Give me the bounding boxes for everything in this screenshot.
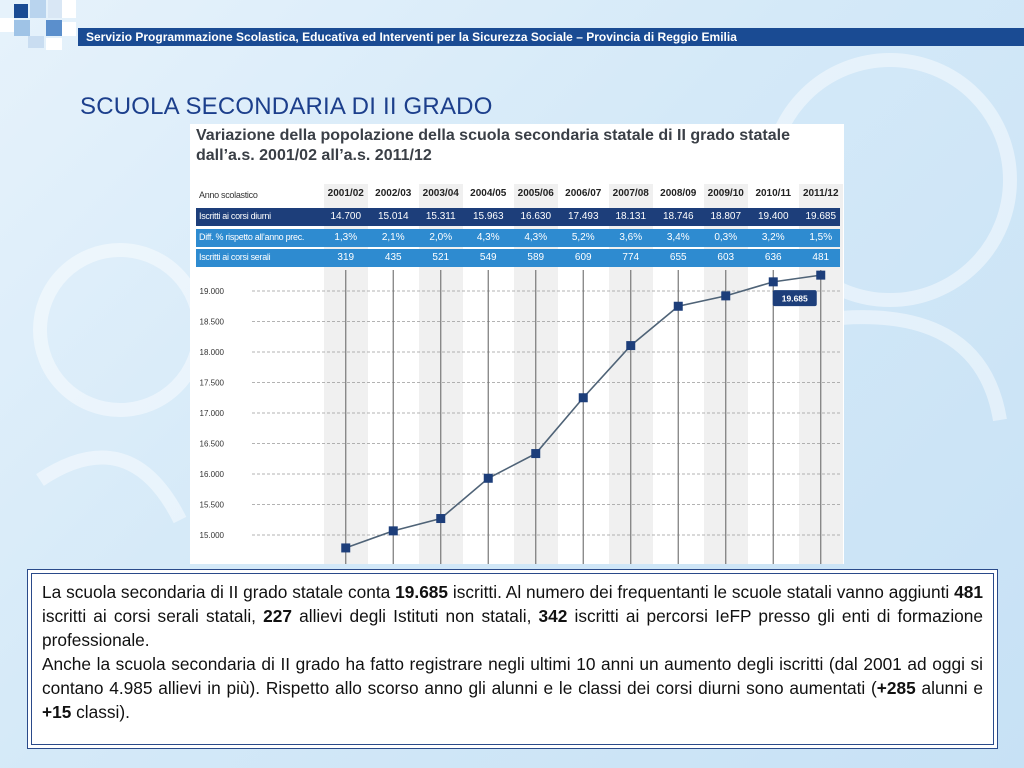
table-cell: 15.963 [472, 211, 504, 222]
text-p2-c: alunni e [915, 678, 983, 698]
y-tick-label: 17.500 [199, 378, 224, 388]
data-point [721, 291, 730, 300]
y-tick-label: 19.000 [199, 287, 224, 296]
data-point [816, 271, 825, 280]
table-year-header: 2001/02 [327, 188, 364, 199]
table-year-header: 2010/11 [755, 188, 792, 199]
table-cell: 2,0% [429, 232, 453, 243]
description-text [31, 573, 994, 745]
table-cell: 319 [337, 252, 355, 263]
table-cell: 18.746 [662, 211, 694, 222]
table-cell: 0,3% [714, 232, 738, 243]
table-cell: 589 [527, 252, 545, 263]
y-tick-label: 18.500 [199, 317, 224, 327]
table-cell: 14.700 [330, 211, 362, 222]
text-private-students: 227 [263, 606, 292, 626]
table-year-header: 2011/12 [802, 188, 839, 199]
table-header-label: Anno scolastico [199, 190, 258, 200]
table-year-header: 2003/04 [422, 188, 459, 199]
table-year-header: 2006/07 [565, 188, 602, 199]
table-row-label: Diff. % rispetto all’anno prec. [199, 232, 305, 242]
description-box [27, 569, 998, 749]
text-evening-students: 481 [954, 582, 983, 602]
table-cell: 18.131 [615, 211, 647, 222]
table-cell: 774 [622, 252, 640, 263]
text-students-increase: +285 [876, 678, 916, 698]
table-cell: 17.493 [567, 211, 599, 222]
text-total-students: 19.685 [395, 582, 449, 602]
table-cell: 16.630 [520, 211, 552, 222]
value-callout-label: 19.685 [781, 293, 808, 304]
text-p1-d: iscritti ai corsi serali statali, [42, 606, 264, 626]
y-tick-label: 17.000 [199, 409, 224, 418]
table-cell: 603 [717, 252, 735, 263]
table-cell: 15.014 [377, 211, 409, 222]
data-point [769, 277, 778, 286]
y-tick-label: 15.500 [199, 500, 224, 510]
table-year-header: 2007/08 [612, 188, 649, 199]
header-bar [78, 28, 1024, 46]
table-cell: 435 [384, 252, 402, 263]
table-year-header: 2004/05 [470, 188, 507, 199]
text-p2-a: Anche la scuola secondaria di II grado ha fatto registrare negli ultimi 10 anni un aumento degli iscritti (dal 2001 ad oggi si contano 4.985 allievi in più). Rispetto allo scorso anno gli alunni e le classi dei corsi diurni sono aumentati ( [42, 654, 983, 698]
table-cell: 521 [432, 252, 450, 263]
text-p1-f: iscritti ai percorsi IeFP presso gli enti di formazione professionale. [42, 606, 983, 650]
text-classes-increase: +15 [42, 702, 72, 722]
table-row-label: Iscritti ai corsi serali [199, 252, 271, 262]
table-year-header: 2002/03 [375, 188, 412, 199]
table-cell: 636 [764, 252, 782, 263]
text-iefp-students: 342 [538, 606, 568, 626]
table-cell: 609 [574, 252, 592, 263]
table-cell: 3,6% [619, 232, 643, 243]
table-year-header: 2009/10 [707, 188, 744, 199]
data-point [579, 393, 588, 402]
table-cell: 549 [479, 252, 497, 263]
data-point [531, 449, 540, 458]
table-cell: 1,3% [334, 232, 358, 243]
table-cell: 4,3% [476, 232, 500, 243]
chart-title-line2: dall’a.s. 2001/02 all’a.s. 2011/12 [196, 147, 432, 164]
data-point [674, 302, 683, 311]
table-year-header: 2008/09 [660, 188, 697, 199]
text-p1-c: iscritti. Al numero dei frequentanti le scuole statali vanno aggiunti [448, 582, 955, 602]
data-point [484, 474, 493, 483]
line-chart [190, 124, 844, 564]
table-cell: 19.685 [805, 211, 837, 222]
chart-figure [190, 124, 844, 564]
data-point [389, 526, 398, 535]
header-text: Servizio Programmazione Scolastica, Educativa ed Interventi per la Sicurezza Sociale – Provincia di Reggio Emilia [86, 30, 737, 44]
table-cell: 19.400 [757, 211, 789, 222]
table-cell: 18.807 [710, 211, 742, 222]
table-cell: 3,4% [666, 232, 690, 243]
data-point [341, 543, 350, 552]
table-cell: 15.311 [425, 211, 456, 222]
table-cell: 3,2% [761, 232, 785, 243]
slide-title: SCUOLA SECONDARIA DI II GRADO [80, 93, 493, 120]
text-p1-a: La scuola secondaria di II grado statale conta [42, 582, 396, 602]
table-cell: 5,2% [571, 232, 595, 243]
y-tick-label: 18.000 [199, 348, 224, 357]
table-row-label: Iscritti ai corsi diurni [199, 211, 271, 221]
table-cell: 481 [812, 252, 830, 263]
table-year-header: 2005/06 [517, 188, 554, 199]
chart-title-line1: Variazione della popolazione della scuola secondaria statale di II grado statale [196, 127, 790, 144]
table-cell: 2,1% [381, 232, 405, 243]
table-cell: 1,5% [809, 232, 833, 243]
table-cell: 655 [669, 252, 687, 263]
y-tick-label: 16.500 [199, 439, 224, 449]
table-cell: 4,3% [524, 232, 548, 243]
y-tick-label: 16.000 [199, 470, 224, 479]
y-tick-label: 15.000 [199, 531, 224, 540]
text-p1-e: allievi degli Istituti non statali, [291, 606, 539, 626]
data-point [626, 341, 635, 350]
data-point [436, 514, 445, 523]
text-p2-d: classi). [71, 702, 130, 722]
